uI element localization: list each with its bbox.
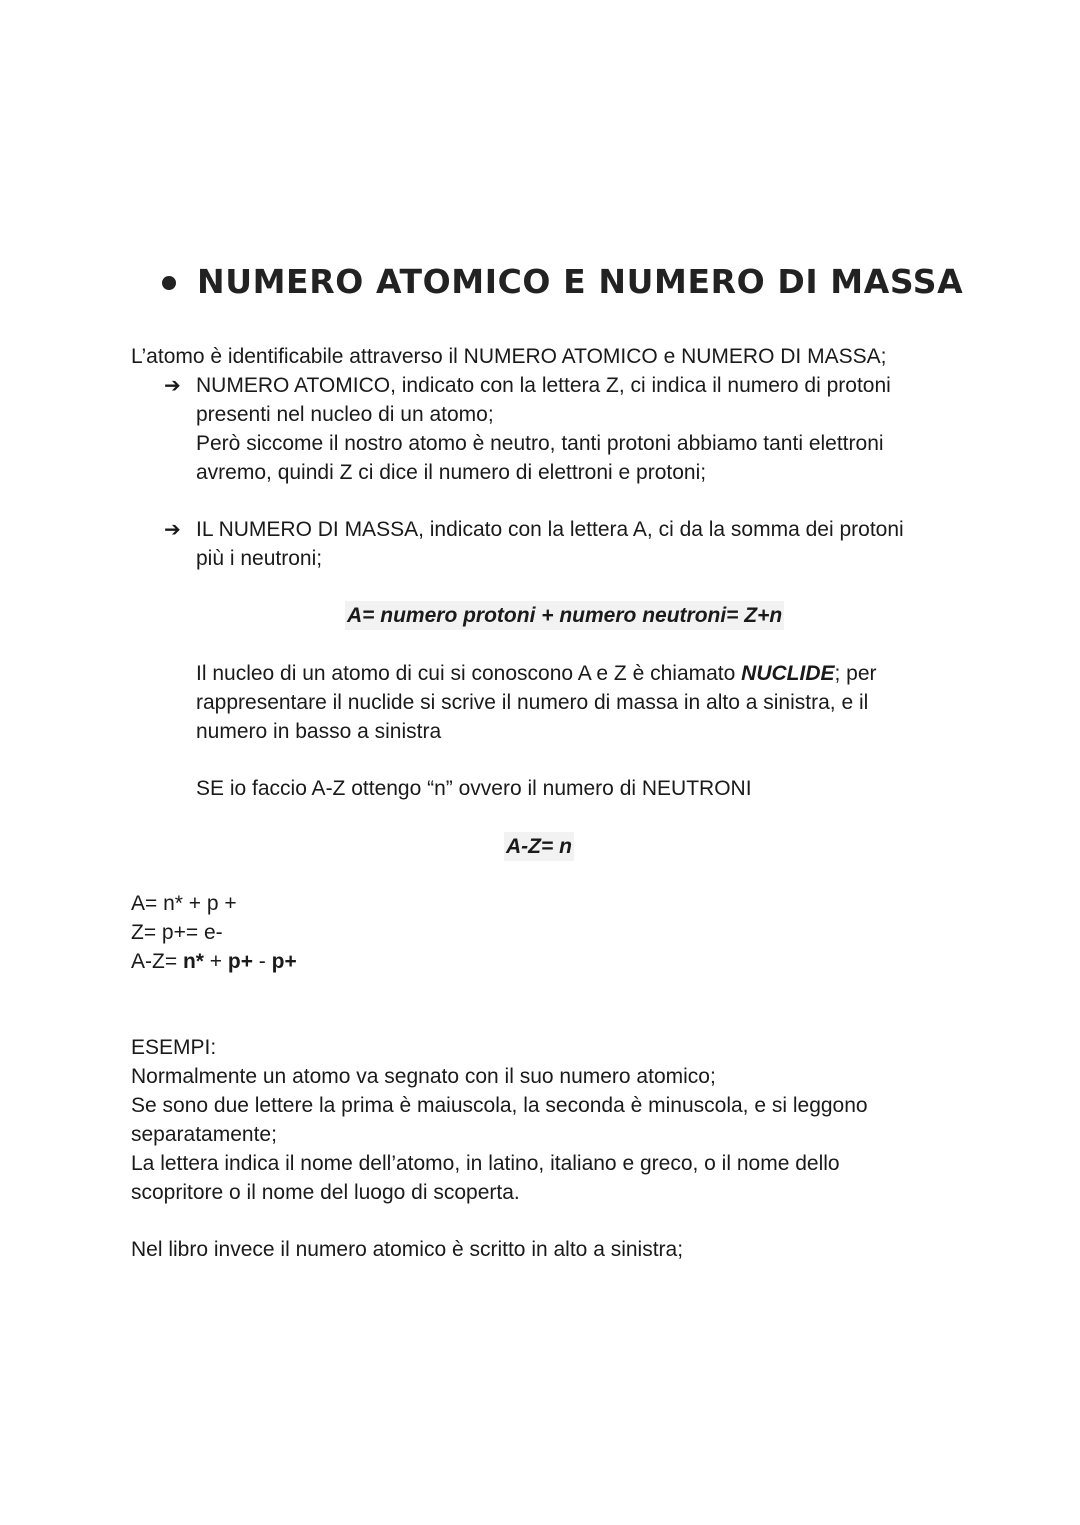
nuclide-line-3: numero in basso a sinistra [196,720,442,743]
mass-number-line-1: IL NUMERO DI MASSA, indicato con la lettera A, ci da la somma dei protoni [196,518,904,541]
examples-line-5: scopritore o il nome del luogo di scoperta. [131,1181,520,1204]
arrow-right-icon: ➔ [164,373,181,397]
mass-number-line-2: più i neutroni; [196,547,323,570]
arrow-right-icon: ➔ [164,517,181,541]
nuclide-line-1: Il nucleo di un atomo di cui si conoscono A e Z è chiamato NUCLIDE; per [196,662,877,685]
neutrons-sentence: SE io faccio A-Z ottengo “n” ovvero il numero di NEUTRONI [196,777,752,800]
intro-paragraph: L’atomo è identificabile attraverso il NUMERO ATOMICO e NUMERO DI MASSA; [131,345,887,368]
equation-line-1: A= n* + p + [131,892,237,915]
examples-line-2: Se sono due lettere la prima è maiuscola, la seconda è minuscola, e si leggono [131,1094,868,1117]
formula-mass-number: A= numero protoni + numero neutroni= Z+n [345,601,784,630]
examples-title: ESEMPI: [131,1036,217,1059]
formula-neutrons: A-Z= n [504,832,574,861]
examples-line-1: Normalmente un atomo va segnato con il suo numero atomico; [131,1065,716,1088]
book-note: Nel libro invece il numero atomico è scritto in alto a sinistra; [131,1238,684,1261]
atomic-number-line-1: NUMERO ATOMICO, indicato con la lettera Z, ci indica il numero di protoni [196,374,891,397]
examples-line-3: separatamente; [131,1123,277,1146]
section-heading [162,262,963,301]
heading-text: NUMERO ATOMICO E NUMERO DI MASSA [197,262,964,301]
nuclide-term: NUCLIDE [741,662,835,685]
equation-line-2: Z= p+= e- [131,921,223,944]
equation-line-3: A-Z= n* + p+ - p+ [131,950,297,973]
nuclide-line-2: rappresentare il nuclide si scrive il numero di massa in alto a sinistra, e il [196,691,869,714]
atomic-number-line-2: presenti nel nucleo di un atomo; [196,403,494,426]
bullet-dot-icon [162,276,176,290]
examples-line-4: La lettera indica il nome dell’atomo, in latino, italiano e greco, o il nome dello [131,1152,840,1175]
atomic-number-line-3: Però siccome il nostro atomo è neutro, tanti protoni abbiamo tanti elettroni [196,432,884,455]
atomic-number-line-4: avremo, quindi Z ci dice il numero di elettroni e protoni; [196,461,707,484]
